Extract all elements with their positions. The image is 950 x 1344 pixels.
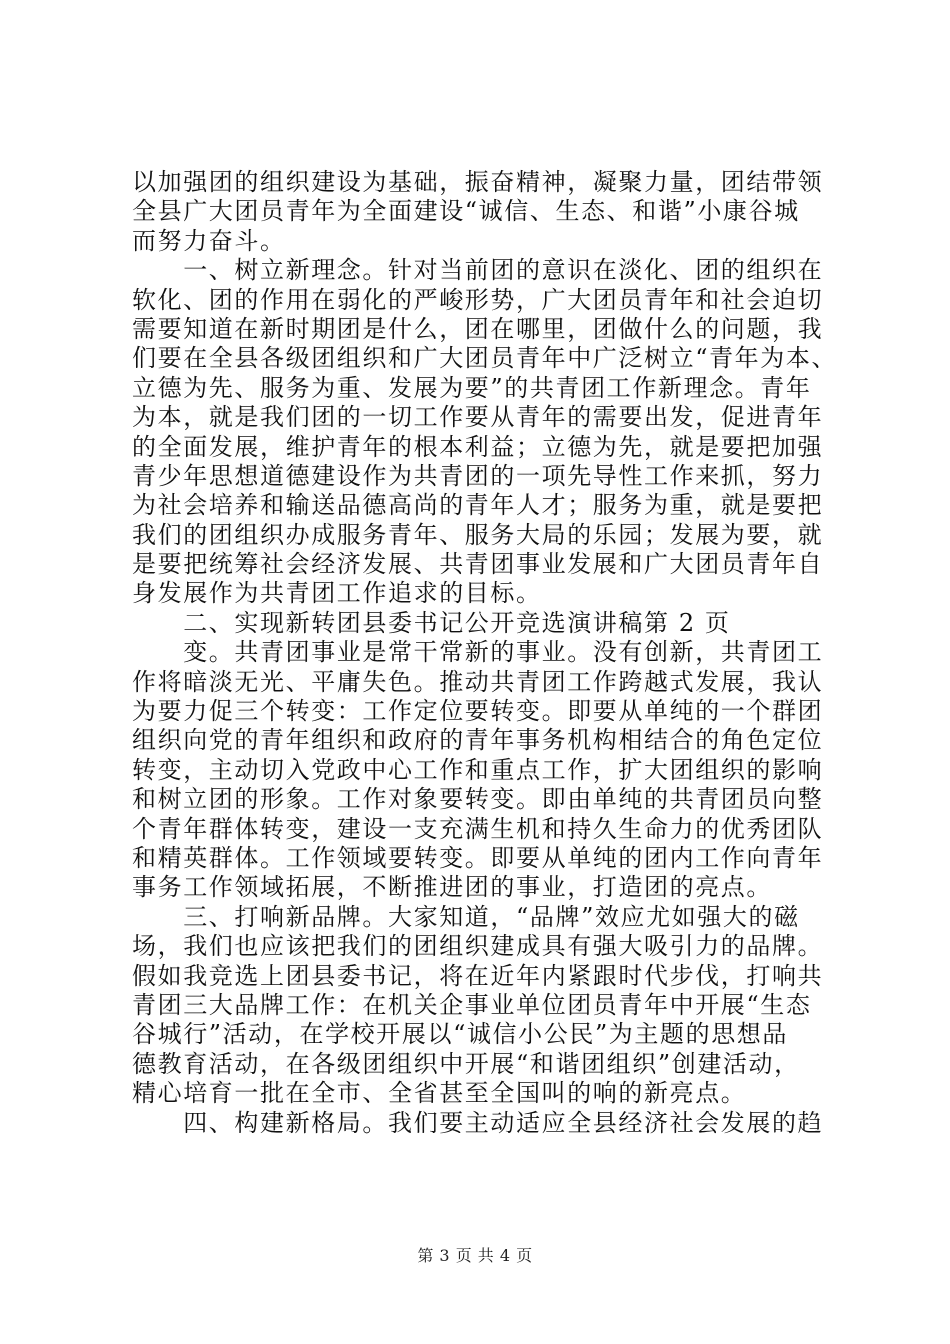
text-line: 为要力促三个转变：工作定位要转变。即要从单纯的一个群团 — [132, 697, 824, 726]
text-line: 德教育活动，在各级团组织中开展“和谐团组织”创建活动， — [132, 1049, 800, 1078]
text-line: 变。共青团事业是常干常新的事业。没有创新，共青团工 — [132, 638, 824, 667]
text-line: 一、树立新理念。针对当前团的意识在淡化、团的组织在 — [132, 256, 824, 285]
text-line: 二、实现新转团县委书记公开竞选演讲稿第 2 页 — [132, 608, 731, 637]
document-body — [132, 168, 838, 1138]
text-line: 立德为先、服务为重、发展为要”的共青团工作新理念。青年 — [132, 373, 812, 402]
text-line: 三、打响新品牌。大家知道，“品牌”效应尤如强大的磁 — [132, 902, 800, 931]
text-line: 们要在全县各级团组织和广大团员青年中广泛树立“青年为本、 — [132, 344, 838, 373]
text-line: 和精英群体。工作领域要转变。即要从单纯的团内工作向青年 — [132, 843, 824, 872]
text-line: 需要知道在新时期团是什么，团在哪里，团做什么的问题，我 — [132, 314, 824, 343]
text-line: 为社会培养和输送品德高尚的青年人才；服务为重，就是要把 — [132, 491, 824, 520]
text-line: 软化、团的作用在弱化的严峻形势，广大团员青年和社会迫切 — [132, 285, 824, 314]
text-line: 组织向党的青年组织和政府的青年事务机构相结合的角色定位 — [132, 726, 824, 755]
text-line: 青少年思想道德建设作为共青团的一项先导性工作来抓，努力 — [132, 461, 824, 490]
text-line: 转变，主动切入党政中心工作和重点工作，扩大团组织的影响 — [132, 755, 824, 784]
text-line: 是要把统筹社会经济发展、共青团事业发展和广大团员青年自 — [132, 550, 824, 579]
text-line: 的全面发展，维护青年的根本利益；立德为先，就是要把加强 — [132, 432, 824, 461]
text-line: 场，我们也应该把我们的团组织建成具有强大吸引力的品牌。 — [132, 932, 824, 961]
text-line: 精心培育一批在全市、全省甚至全国叫的响的新亮点。 — [132, 1079, 747, 1108]
text-line: 和树立团的形象。工作对象要转变。即由单纯的共青团员向整 — [132, 785, 824, 814]
page-number-footer: 第 3 页 共 4 页 — [417, 1246, 533, 1265]
text-line: 谷城行”活动，在学校开展以“诚信小公民”为主题的思想品 — [132, 1020, 789, 1049]
text-line: 身发展作为共青团工作追求的目标。 — [132, 579, 542, 608]
text-line: 四、构建新格局。我们要主动适应全县经济社会发展的趋 — [132, 1108, 824, 1137]
text-line: 为本，就是我们团的一切工作要从青年的需要出发，促进青年 — [132, 403, 824, 432]
text-line: 我们的团组织办成服务青年、服务大局的乐园；发展为要，就 — [132, 520, 824, 549]
text-line: 作将暗淡无光、平庸失色。推动共青团工作跨越式发展，我认 — [132, 667, 824, 696]
text-line: 假如我竞选上团县委书记，将在近年内紧跟时代步伐，打响共 — [132, 961, 824, 990]
text-line: 而努力奋斗。 — [132, 226, 286, 255]
text-line: 青团三大品牌工作：在机关企事业单位团员青年中开展“生态 — [132, 990, 812, 1019]
text-line: 事务工作领域拓展，不断推进团的事业，打造团的亮点。 — [132, 873, 772, 902]
text-line: 个青年群体转变，建设一支充满生机和持久生命力的优秀团队 — [132, 814, 824, 843]
text-line: 全县广大团员青年为全面建设“诚信、生态、和谐”小康谷城 — [132, 197, 800, 226]
text-line: 以加强团的组织建设为基础，振奋精神，凝聚力量，团结带领 — [132, 168, 824, 196]
